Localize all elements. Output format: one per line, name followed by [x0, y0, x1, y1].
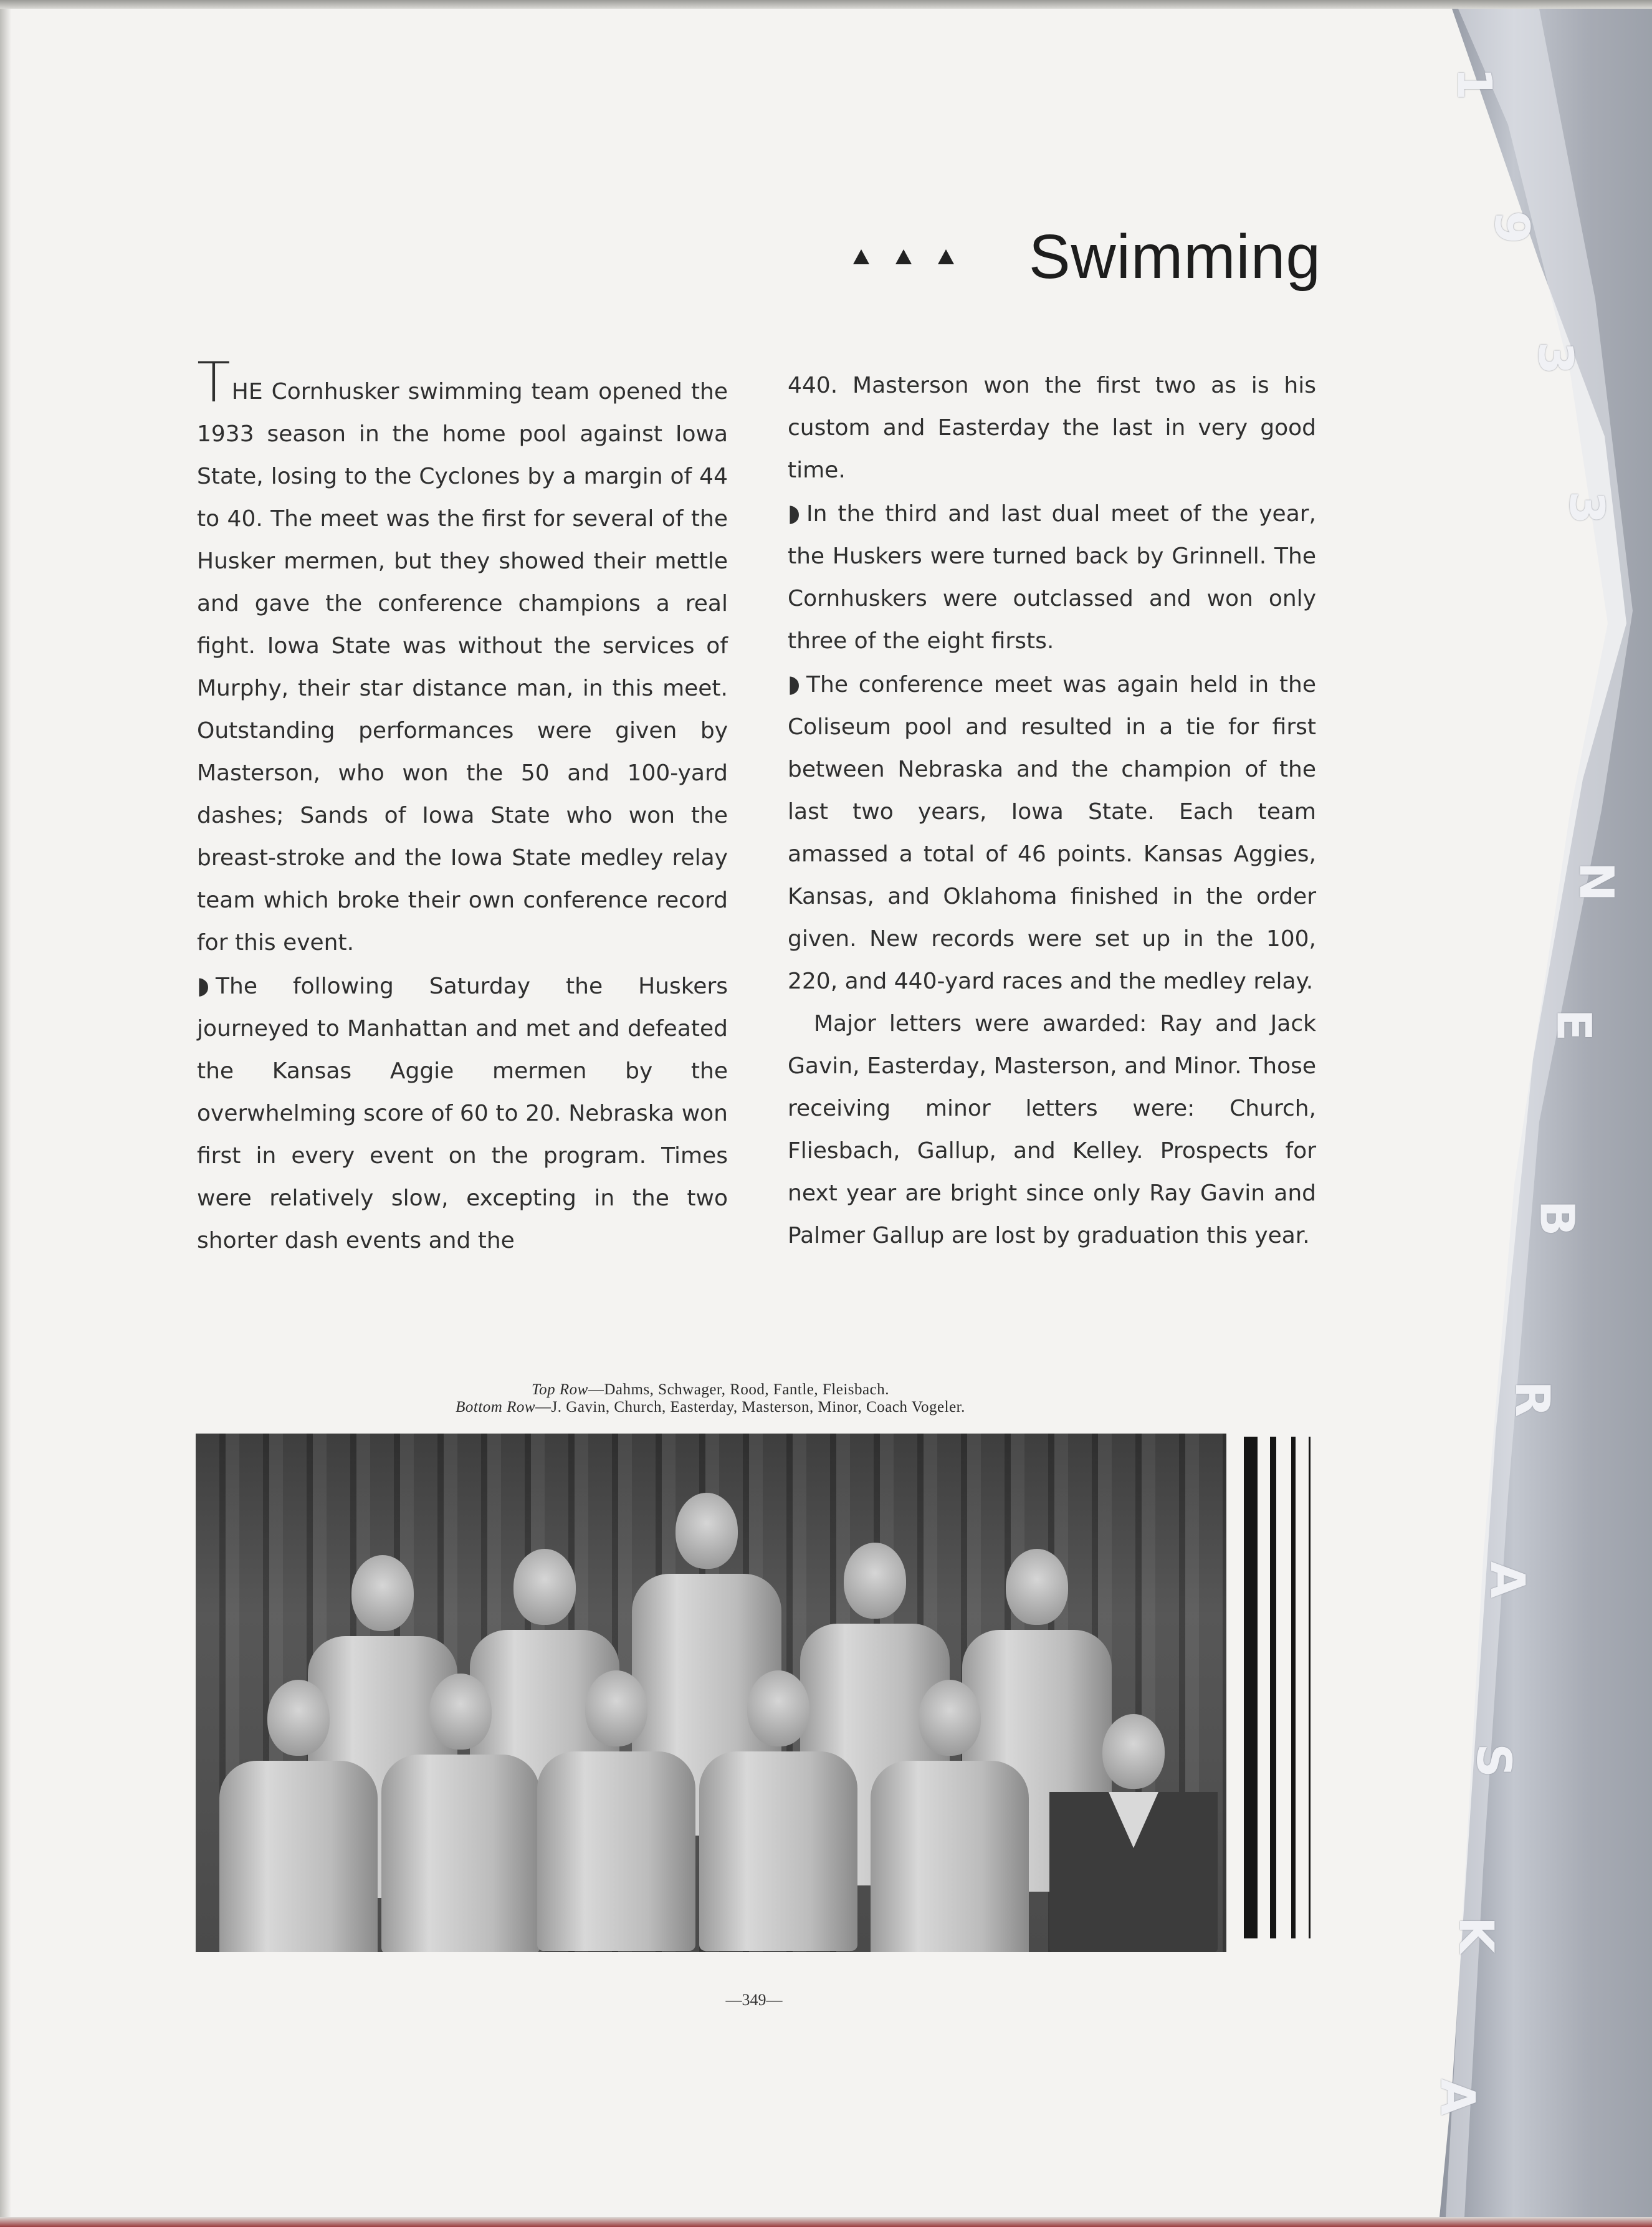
- caption-top-row: [349, 1381, 1072, 1399]
- side-banner-letter: B: [1529, 1200, 1585, 1237]
- caption-row-label: Bottom Row: [456, 1399, 536, 1415]
- paragraph-text: In the third and last dual meet of the year, the Huskers were turned back by Grinnell. The Cornhuskers were outclassed and won only three of the eight firsts.: [788, 501, 1316, 654]
- side-banner-letter: E: [1546, 1008, 1602, 1042]
- pilcrow-icon: ◗: [788, 499, 801, 527]
- caption-row-names: —J. Gavin, Church, Easterday, Masterson, Minor, Coach Vogeler.: [535, 1399, 965, 1415]
- title-row: [853, 219, 1321, 294]
- side-banner-letter: R: [1504, 1381, 1560, 1417]
- side-banner-letter: N: [1568, 861, 1625, 902]
- paragraph-text: HE Cornhusker swimming team opened the 1933 season in the home pool against Iowa State, losing to the Cyclones by a margin of 44 to 40. The meet was the first for several of the Husker mermen, but they showed their mettle and gave the conference champions a real fight. Iowa State was without the services of Murphy, their star distance man, in this meet. Outstanding performances were given by Masterson, who won the 50 and 100-yard dashes; Sands of Iowa State who won the breast-stroke and the Iowa State medley relay team which broke their own conference record for this event.: [197, 379, 728, 955]
- swimmer-figure: [694, 1434, 862, 1952]
- swimmer-head: [267, 1680, 330, 1756]
- article-paragraph: [197, 350, 728, 964]
- triangle-ornament-icon: [853, 249, 869, 264]
- paragraph-text: Major letters were awarded: Ray and Jack Gavin, Easterday, Masterson, and Minor. Those receiving minor letters were: Church, Fliesbach, Gallup, and Kelley. Prospects for next year are bright since only Ray Gavin and Palmer Gallup are lost by graduation this year.: [788, 1011, 1316, 1248]
- swimmer-torso: [381, 1755, 540, 1952]
- page-title: Swimming: [1028, 221, 1321, 292]
- triangle-ornament-icon: [938, 249, 954, 264]
- paragraph-text: 440. Masterson won the first two as is his custom and Easterday the last in very good time.: [788, 373, 1316, 483]
- pilcrow-icon: ◗: [197, 972, 210, 999]
- side-banner-letter: A: [1430, 2079, 1486, 2115]
- side-banner-letter: K: [1448, 1917, 1504, 1953]
- swimmer-figure: [866, 1434, 1034, 1952]
- team-photo: [196, 1434, 1226, 1952]
- caption-bottom-row: [349, 1399, 1072, 1416]
- article-paragraph: [788, 663, 1316, 1003]
- article-paragraph: [197, 964, 728, 1262]
- side-banner-letter: 9: [1484, 211, 1540, 244]
- side-banner-letter: A: [1479, 1561, 1535, 1598]
- article-paragraph: [788, 492, 1316, 663]
- coach-head: [1102, 1714, 1165, 1789]
- swimmer-figure: [376, 1434, 545, 1952]
- swimmer-head: [585, 1670, 647, 1746]
- swimmer-torso: [699, 1751, 857, 1951]
- page-number: —349—: [725, 1991, 783, 2009]
- swimmer-torso: [537, 1751, 695, 1951]
- side-banner-letter: 1: [1446, 67, 1502, 100]
- coach-figure: [1043, 1434, 1224, 1952]
- page-bottom-edge: [0, 2217, 1652, 2227]
- triangle-ornament-icon: [895, 249, 912, 264]
- swimmer-figure: [214, 1434, 383, 1952]
- article-right-column: [788, 365, 1316, 1257]
- stripe-medium: [1270, 1437, 1276, 1938]
- stripe-thick: [1244, 1437, 1258, 1938]
- article-paragraph: [788, 1003, 1316, 1257]
- decorative-stripes: [1244, 1437, 1312, 1938]
- side-banner-letter: S: [1466, 1743, 1522, 1778]
- coach-collar: [1109, 1792, 1158, 1848]
- swimmer-head: [429, 1674, 492, 1750]
- side-banner-letter: 3: [1527, 342, 1583, 375]
- title-ornament: [853, 249, 954, 264]
- swimmer-head: [919, 1680, 981, 1756]
- swimmer-torso: [219, 1761, 378, 1952]
- paragraph-text: The conference meet was again held in the Coliseum pool and resulted in a tie for first between Nebraska and the champion of the last two years, Iowa State. Each team amassed a total of 46 points. Kansas Aggies, Kansas, and Oklahoma finished in the order given. New records were set up in the 100, 220, and 440-yard races and the medley relay.: [788, 672, 1316, 994]
- swimmer-figure: [532, 1434, 700, 1952]
- caption-row-label: Top Row: [532, 1381, 588, 1398]
- drop-cap: T: [197, 350, 231, 414]
- swimmer-torso: [871, 1761, 1029, 1952]
- swimmer-head: [747, 1670, 809, 1746]
- paragraph-text: The following Saturday the Huskers journeyed to Manhattan and met and defeated the Kansas Aggie mermen by the overwhelming score of 60 to 20. Nebraska won first in every event on the program. Times were relatively slow, excepting in the two shorter dash events and the: [197, 974, 728, 1253]
- pilcrow-icon: ◗: [788, 670, 801, 697]
- side-banner-letter: 3: [1559, 491, 1615, 524]
- article-paragraph: [788, 365, 1316, 492]
- caption-row-names: —Dahms, Schwager, Rood, Fantle, Fleisbach.: [588, 1381, 889, 1398]
- photo-caption: [349, 1381, 1072, 1416]
- article-left-column: [197, 350, 728, 1262]
- stripe-thin: [1291, 1437, 1296, 1938]
- stripe-hairline: [1309, 1437, 1311, 1938]
